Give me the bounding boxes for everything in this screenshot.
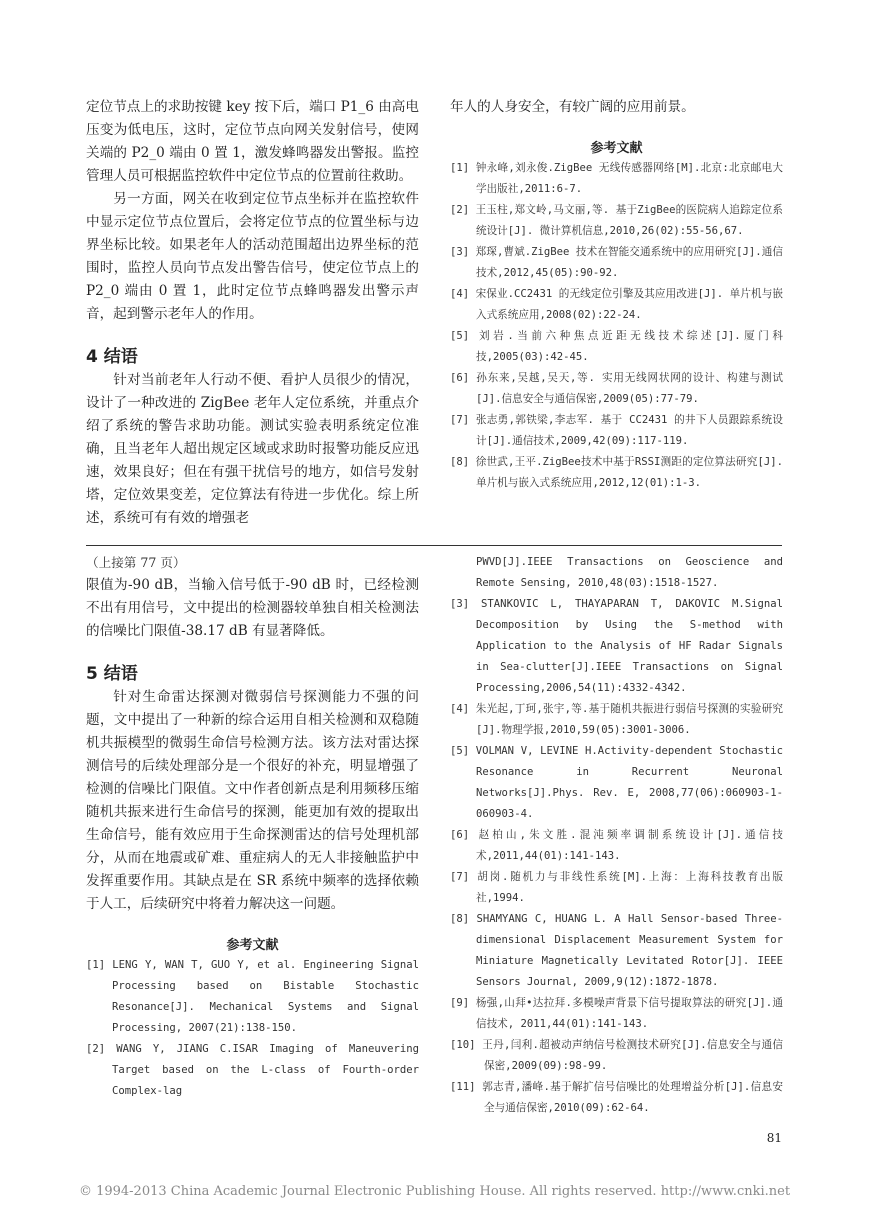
body-paragraph: 年人的人身安全，有较广阔的应用前景。 xyxy=(450,99,695,115)
reference-item: [3] 郑琛,曹斌.ZigBee 技术在智能交通系统中的应用研究[J].通信技术,2012,45(05):90-92. xyxy=(450,246,783,279)
body-paragraph: 针对当前老年人行动不便、看护人员很少的情况，设计了一种改进的 ZigBee 老年人定位系统，并重点介绍了系统的警告求助功能。测试实验表明系统定位准确，且当老年人超出规定区域或求助时报警功能反应迅速，效果良好；但在有强干扰信号的地方，如信号发射塔，定位效果变差，定位算法有待进一步优化。综上所述，系统可有有效的增强老 xyxy=(86,372,419,526)
reference-item: [3] STANKOVIC L, THAYAPARAN T, DAKOVIC M.Signal Decomposition by Using the S-method with Application to the Analysis of HF Radar Signals in Sea-clutter[J].IEEE Transactions on Signal Processing,2006,54(11):4332-4342. xyxy=(450,598,783,694)
references-title: 参考文献 xyxy=(590,141,643,156)
body-paragraph: 定位节点上的求助按键 key 按下后，端口 P1_6 由高电压变为低电压，这时，定位节点向网关发射信号，使网关端的 P2_0 端由 0 置 1，激发蜂鸣器发出警报。监控管理人员可根据监控软件中定位节点的位置前往救助。 xyxy=(86,99,419,184)
reference-item: [2] 王玉柱,郑文岭,马文丽,等. 基于ZigBee的医院病人追踪定位系统设计[J]. 微计算机信息,2010,26(02):55-56,67. xyxy=(450,204,783,237)
reference-item: [11] 郭志青,潘峰.基于解扩信号信噪比的处理增益分析[J].信息安全与通信保密,2010(09):62-64. xyxy=(450,1081,783,1114)
article-separator xyxy=(86,545,782,546)
reference-list xyxy=(450,158,783,494)
continuation-note: （上接第 77 页） xyxy=(86,555,186,570)
reference-item: [1] LENG Y, WAN T, GUO Y, et al. Engineering Signal Processing based on Bistable Stochastic Resonance[J]. Mechanical Systems and Signal Processing, 2007(21):138-150. xyxy=(86,959,419,1034)
reference-list xyxy=(86,955,419,1102)
reference-item: [5] 刘岩.当前六种焦点近距无线技术综述[J].厦门科技,2005(03):42-45. xyxy=(450,330,783,363)
section-heading: 4 结语 xyxy=(86,347,138,367)
reference-item: [5] VOLMAN V, LEVINE H.Activity-dependent Stochastic Resonance in Recurrent Neuronal Networks[J].Phys. Rev. E, 2008,77(06):060903-1-060903-4. xyxy=(450,745,783,820)
section-heading: 5 结语 xyxy=(86,664,138,684)
reference-item: [9] 杨强,山拜•达拉拜.多模噪声背景下信号提取算法的研究[J].通信技术, 2011,44(01):141-143. xyxy=(450,997,783,1030)
reference-item: [10] 王丹,闫利.超被动声纳信号检测技术研究[J].信息安全与通信保密,2009(09):98-99. xyxy=(450,1039,783,1072)
reference-item: [8] SHAMYANG C, HUANG L. A Hall Sensor-based Three-dimensional Displacement Measurement System for Miniature Magnetically Levitated Rotor[J]. IEEE Sensors Journal, 2009,9(12):1872-1878. xyxy=(450,913,783,988)
reference-continuation: PWVD[J].IEEE Transactions on Geoscience and Remote Sensing, 2010,48(03):1518-1527. xyxy=(476,556,783,589)
reference-item: [8] 徐世武,王平.ZigBee技术中基于RSSI测距的定位算法研究[J].单片机与嵌入式系统应用,2012,12(01):1-3. xyxy=(450,456,783,489)
page-number: 81 xyxy=(766,1131,782,1145)
body-paragraph: 另一方面，网关在收到定位节点坐标并在监控软件中显示定位节点位置后，会将定位节点的位置坐标与边界坐标比较。如果老年人的活动范围超出边界坐标的范围时，监控人员向节点发出警告信号，使定位节点上的 P2_0 端由 0 置 1，此时定位节点蜂鸣器发出警示声音，起到警示老年人的作用。 xyxy=(86,191,419,322)
body-paragraph: 限值为-90 dB，当输入信号低于-90 dB 时，已经检测不出有用信号，文中提出的检测器较单独自相关检测法的信噪比门限值-38.17 dB 有显著降低。 xyxy=(86,577,419,639)
reference-item: [1] 钟永峰,刘永俊.ZigBee 无线传感器网络[M].北京:北京邮电大学出版社,2011:6-7. xyxy=(450,162,783,195)
reference-item: [2] WANG Y, JIANG C.ISAR Imaging of Maneuvering Target based on the L-class of Fourth-order Complex-lag xyxy=(86,1043,419,1097)
bottom-left-column xyxy=(86,552,419,1102)
reference-item: [4] 朱光起,丁珂,张宇,等.基于随机共振进行弱信号探测的实验研究[J].物理学报,2010,59(05):3001-3006. xyxy=(450,703,783,736)
copyright-footer: © 1994-2013 China Academic Journal Electronic Publishing House. All rights reserved. http://www.cnki.net xyxy=(78,1184,791,1199)
references-title: 参考文献 xyxy=(226,938,279,953)
reference-item: [6] 孙东来,吴越,吴天,等. 实用无线网状网的设计、构建与测试[J].信息安全与通信保密,2009(05):77-79. xyxy=(450,372,783,405)
reference-item: [7] 胡岗.随机力与非线性系统[M].上海：上海科技教育出版社,1994. xyxy=(450,871,783,904)
bottom-right-column xyxy=(450,552,783,1119)
reference-list xyxy=(450,594,783,1119)
top-left-column xyxy=(86,96,419,530)
reference-item: [4] 宋保业.CC2431 的无线定位引擎及其应用改进[J]. 单片机与嵌入式系统应用,2008(02):22-24. xyxy=(450,288,783,321)
reference-item: [6] 赵柏山,朱文胜.混沌频率调制系统设计[J].通信技术,2011,44(01):141-143. xyxy=(450,829,783,862)
reference-item: [7] 张志勇,郭铁梁,李志军. 基于 CC2431 的井下人员跟踪系统设计[J].通信技术,2009,42(09):117-119. xyxy=(450,414,783,447)
top-right-column xyxy=(450,96,783,494)
body-paragraph: 针对生命雷达探测对微弱信号探测能力不强的问题，文中提出了一种新的综合运用自相关检测和双稳随机共振模型的微弱生命信号检测方法。该方法对雷达探测信号的后续处理部分是一个很好的补充，明显增强了检测的信噪比门限值。文中作者创新点是利用频移压缩随机共振来进行生命信号的探测，能更加有效的提取出生命信号，能有效应用于生命探测雷达的信号处理机部分，从而在地震或矿难、重症病人的无人非接触监护中发挥重要作用。其缺点是在 SR 系统中频率的选择依赖于人工，后续研究中将着力解决这一问题。 xyxy=(86,689,419,912)
